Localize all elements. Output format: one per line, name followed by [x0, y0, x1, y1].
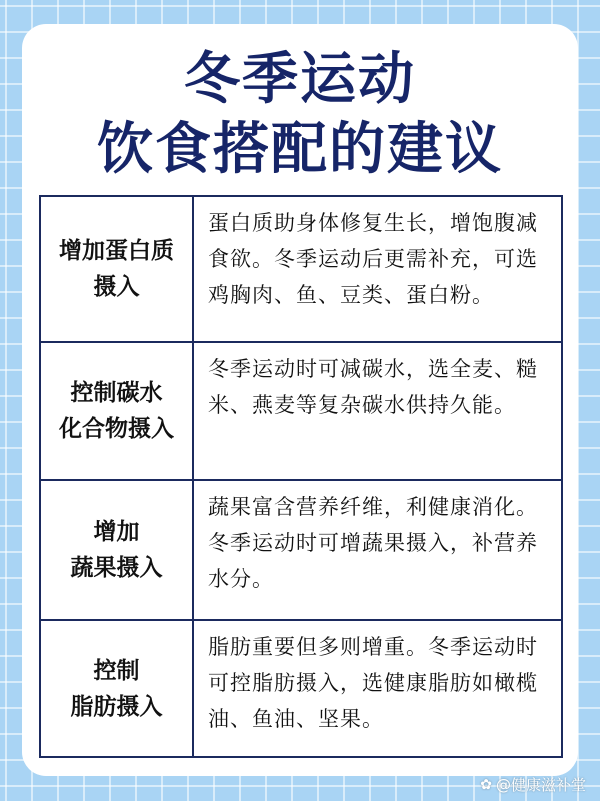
- row-description: 脂肪重要但多则增重。冬季运动时可控脂肪摄入，选健康脂肪如橄榄油、鱼油、坚果。: [208, 635, 538, 731]
- row-description: 冬季运动时可减碳水，选全麦、糙米、燕麦等复杂碳水供持久能。: [208, 357, 538, 417]
- row-label-line: 控制: [93, 657, 140, 684]
- table-row: [41, 197, 561, 341]
- row-label: [41, 481, 194, 619]
- table-row: [41, 619, 561, 756]
- row-label-line: 控制碳水: [70, 380, 163, 406]
- table-row: [41, 341, 561, 479]
- row-label-line: 脂肪摄入: [70, 693, 163, 720]
- watermark: [480, 774, 586, 795]
- watermark-text: @健康滋补堂: [495, 776, 586, 794]
- row-label: [41, 343, 194, 479]
- row-label-line: 增加蛋白质: [59, 238, 174, 264]
- paw-icon: ✿: [480, 776, 492, 793]
- row-label-line: 摄入: [93, 274, 140, 300]
- row-label: [41, 621, 194, 756]
- page-title-line2: 饮食搭配的建议: [97, 117, 503, 182]
- row-description: 蔬果富含营养纤维，利健康消化。冬季运动时可增蔬果摄入，补营养水分。: [208, 495, 538, 591]
- advice-table: [39, 195, 563, 758]
- row-label-line: 蔬果摄入: [70, 555, 163, 581]
- table-row: [41, 479, 561, 619]
- row-label-line: 增加: [93, 519, 140, 545]
- row-description: 蛋白质助身体修复生长，增饱腹减食欲。冬季运动后更需补充，可选鸡胸肉、鱼、豆类、蛋白粉。: [208, 211, 538, 307]
- row-label-line: 化合物摄入: [59, 416, 174, 442]
- page-title-line1: 冬季运动: [184, 47, 416, 112]
- row-label: [41, 197, 194, 341]
